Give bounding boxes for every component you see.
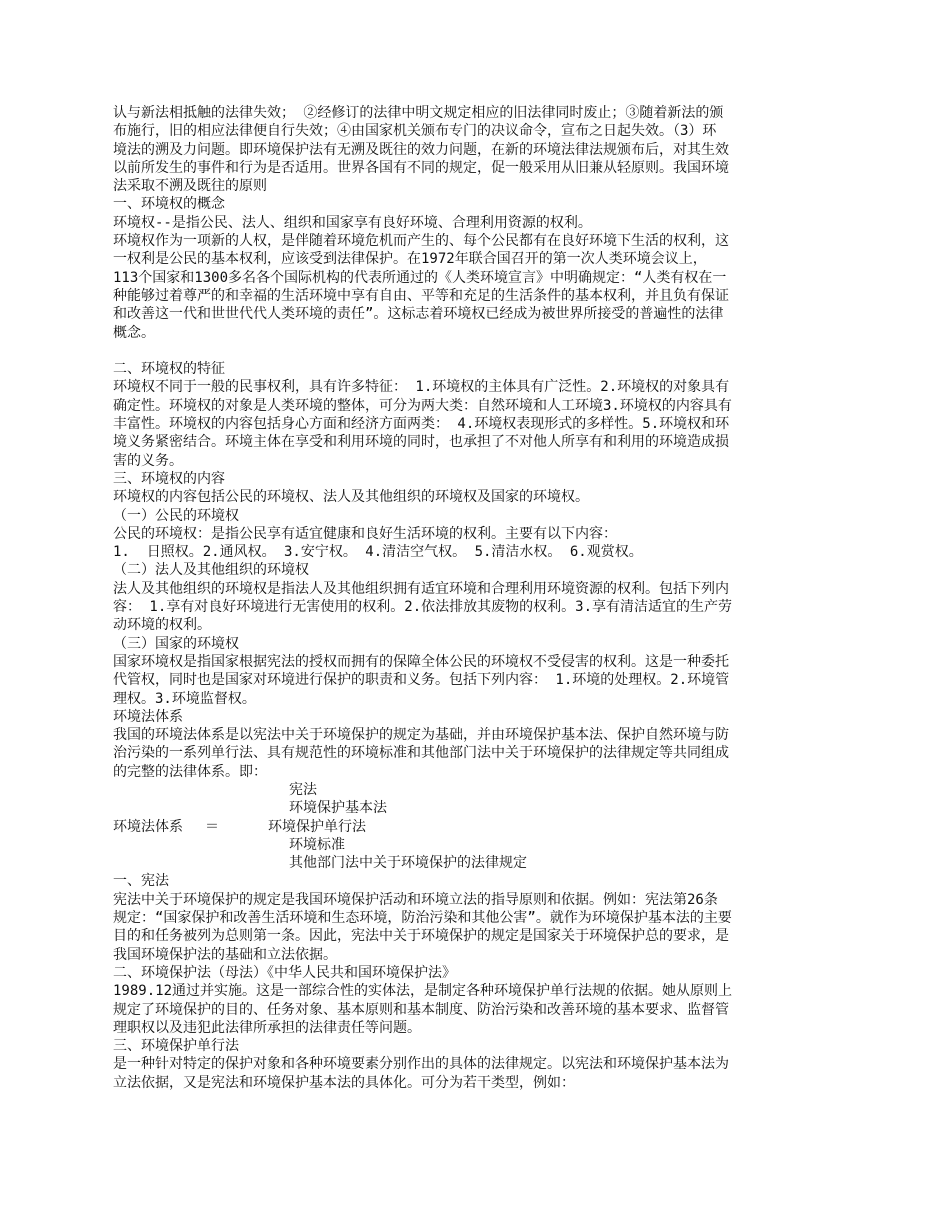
equals-sign: ＝ (205, 818, 219, 835)
text-line: 国家环境权是指国家根据宪法的授权而拥有的保障全体公民的环境权不受侵害的权利。这是一种委托 (113, 653, 729, 670)
text-line: 治污染的一系列单行法、具有规范性的环境标准和其他部门法中关于环境保护的法律规定等共同组成 (113, 745, 729, 762)
text-line: 法人及其他组织的环境权是指法人及其他组织拥有适宜环境和合理利用环境资源的权利。包括下列内 (113, 580, 729, 597)
text-line: 认与新法相抵触的法律失效； ②经修订的法律中明文规定相应的旧法律同时废止；③随着新法的颁 (113, 105, 724, 121)
section-heading: 二、环境权的特征 (113, 361, 225, 378)
subsection-heading: （一）公民的环境权 (113, 507, 239, 524)
text-line: 1. 日照权。2.通风权。 3.安宁权。 4.清洁空气权。 5.清洁水权。 6.观赏权。 (113, 544, 643, 561)
text-line: 法采取不溯及既往的原则 (113, 178, 267, 195)
text-line: 环境权作为一项新的人权，是伴随着环境危机而产生的、每个公民都有在良好环境下生活的权利，这 (113, 233, 729, 250)
section-heading: 三、环境保护单行法 (113, 1038, 239, 1055)
text-line: 环境权不同于一般的民事权利，具有许多特征： 1.环境权的主体具有广泛性。2.环境权的对象具有 (113, 379, 730, 396)
text-line: 规定：“国家保护和改善生活环境和生态环境，防治污染和其他公害”。就作为环境保护基本法的主要 (113, 910, 732, 927)
system-item: 宪法 (289, 781, 317, 798)
text-line: 害的义务。 (113, 452, 183, 469)
subsection-heading: （二）法人及其他组织的环境权 (113, 562, 309, 579)
text-line: 目的和任务被列为总则第一条。因此，宪法中关于环境保护的规定是国家关于环境保护总的要求，是 (113, 928, 729, 945)
text-line: 种能够过着尊严的和幸福的生活环境中享有自由、平等和充足的生活条件的基本权利，并且负有保证 (113, 287, 729, 304)
text-line: 容： 1.享有对良好环境进行无害使用的权利。2.依法排放其废物的权利。3.享有清洁适宜的生产劳 (113, 599, 732, 616)
text-line: 环境权的内容包括公民的环境权、法人及其他组织的环境权及国家的环境权。 (113, 489, 589, 506)
section-heading: 二、环境保护法（母法）《中华人民共和国环境保护法》 (113, 964, 456, 981)
text-line: 的完整的法律体系。即： (113, 763, 267, 780)
text-line: 境法的溯及力问题。即环境保护法有无溯及既往的效力问题，在新的环境法律法规颁布后，对其生效 (113, 141, 729, 158)
section-law-components (113, 872, 837, 1092)
section-heading: 环境法体系 (113, 708, 183, 725)
system-item: 环境标准 (289, 836, 345, 853)
text-line: 代管权，同时也是国家对环境进行保护的职责和义务。包括下列内容： 1.环境的处理权。2.环境管 (113, 672, 730, 689)
subsection-heading: （三）国家的环境权 (113, 635, 239, 652)
text-line: 布施行，旧的相应法律便自行失效；④由国家机关颁布专门的决议命令，宣布之日起失效。（3）环 (113, 123, 717, 140)
system-item: 其他部门法中关于环境保护的法律规定 (289, 855, 527, 872)
text-line: 我国的环境法体系是以宪法中关于环境保护的规定为基础，并由环境保护基本法、保护自然环境与防 (113, 727, 729, 744)
text-line: 以前所发生的事件和行为是否适用。世界各国有不同的规定，促一般采用从旧兼从轻原则。我国环境 (113, 159, 729, 176)
text-line: 和改善这一代和世世代代人类环境的责任”。这标志着环境权已经成为被世界所接受的普遍性的法律 (113, 306, 724, 323)
text-line: 1989.12通过并实施。这是一部综合性的实体法，是制定各种环境保护单行法规的依据。她从原则上 (113, 983, 732, 1000)
text-line: 我国环境保护法的基础和立法依据。 (113, 946, 337, 963)
system-item: 环境保护单行法 (268, 818, 366, 835)
text-line: 境义务紧密结合。环境主体在享受和利用环境的同时，也承担了不对他人所享有和利用的环境造成损 (113, 434, 729, 451)
text-line: 公民的环境权：是指公民享有适宜健康和良好生活环境的权利。主要有以下内容： (113, 525, 617, 542)
section-heading: 一、环境权的概念 (113, 196, 225, 213)
text-line: 宪法中关于环境保护的规定是我国环境保护活动和环境立法的指导原则和依据。例如：宪法第26条 (113, 891, 718, 908)
system-label: 环境法体系 (113, 818, 183, 835)
text-line: 规定了环境保护的目的、任务对象、基本原则和基本制度、防治污染和改善环境的基本要求、监督管 (113, 1001, 729, 1018)
text-line: 环境权--是指公民、法人、组织和国家享有良好环境、合理利用资源的权利。 (113, 214, 592, 231)
text-line: 113个国家和1300多名各个国际机构的代表所通过的《人类环境宣言》中明确规定：“人类有权在一 (113, 269, 727, 286)
section-intro (113, 104, 837, 342)
section-environmental-rights (113, 360, 837, 781)
blank-line (113, 342, 837, 360)
text-line: 概念。 (113, 324, 155, 341)
text-line: 动环境的权利。 (113, 617, 211, 634)
text-line: 丰富性。环境权的内容包括身心方面和经济方面两类： 4.环境权表现形式的多样性。5.环境权和环 (113, 416, 730, 433)
document-page (113, 104, 837, 1092)
text-line: 一权利是公民的基本权利，应该受到法律保护。在1972年联合国召开的第一次人类环境会议上， (113, 251, 707, 268)
text-line: 是一种针对特定的保护对象和各种环境要素分别作出的具体的法律规定。以宪法和环境保护基本法为 (113, 1056, 729, 1073)
section-heading: 三、环境权的内容 (113, 470, 225, 487)
text-line: 理职权以及违犯此法律所承担的法律责任等问题。 (113, 1019, 421, 1036)
law-system-diagram (113, 781, 837, 872)
text-line: 理权。3.环境监督权。 (113, 690, 256, 707)
text-line: 确定性。环境权的对象是人类环境的整体，可分为两大类：自然环境和人工环境3.环境权的内容具有 (113, 397, 732, 414)
system-item: 环境保护基本法 (289, 800, 387, 817)
section-heading: 一、宪法 (113, 873, 169, 890)
text-line: 立法依据，又是宪法和环境保护基本法的具体化。可分为若干类型，例如： (113, 1074, 575, 1091)
